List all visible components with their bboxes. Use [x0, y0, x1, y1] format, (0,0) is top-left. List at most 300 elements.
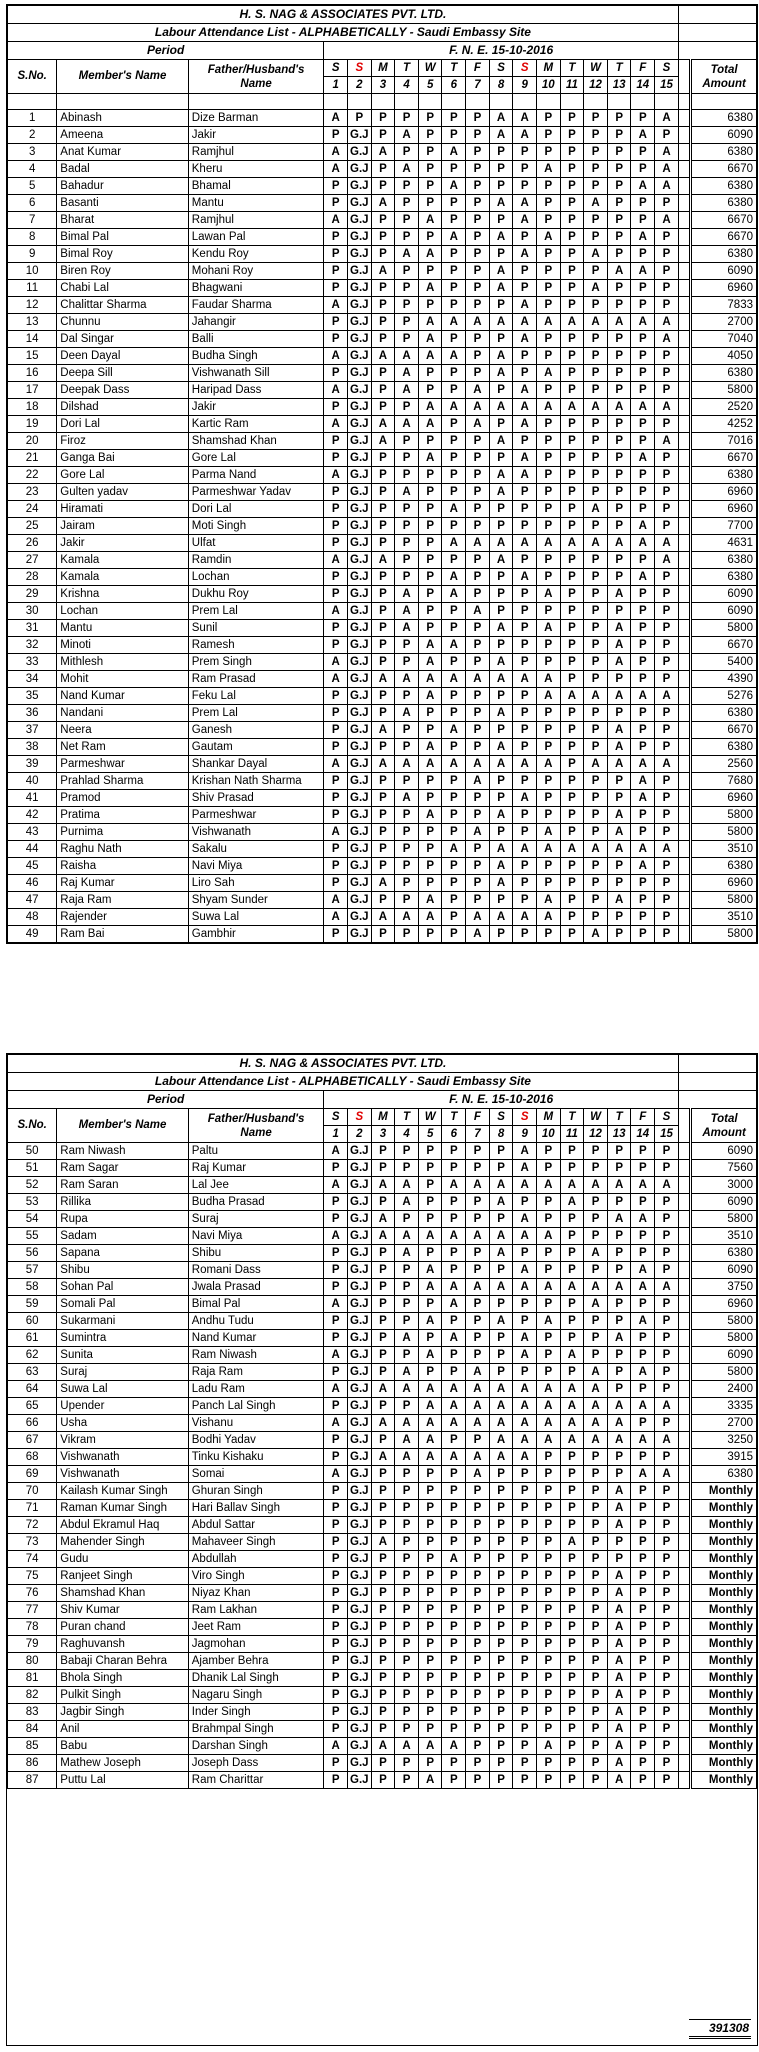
row-father-name: Shiv Prasad [188, 790, 324, 807]
row-attendance-mark: P [324, 331, 348, 348]
row-attendance-mark: A [607, 1330, 631, 1347]
row-member-name: Sumintra [57, 1330, 188, 1347]
row-total-amount: 5800 [691, 926, 757, 943]
row-member-name: Mathew Joseph [57, 1755, 188, 1772]
row-attendance-mark: P [442, 331, 466, 348]
row-sno: 74 [8, 1551, 57, 1568]
row-attendance-mark: A [442, 1551, 466, 1568]
row-sno: 33 [8, 654, 57, 671]
row-attendance-mark: P [442, 518, 466, 535]
row-attendance-mark: A [442, 1449, 466, 1466]
row-member-name: Bhola Singh [57, 1670, 188, 1687]
row-father-name: Vishwanath [188, 824, 324, 841]
row-father-name: Kheru [188, 161, 324, 178]
row-member-name: Raghu Nath [57, 841, 188, 858]
row-total-amount: 7833 [691, 297, 757, 314]
row-attendance-mark: P [536, 705, 560, 722]
row-attendance-mark: P [584, 433, 608, 450]
row-attendance-mark: P [560, 654, 584, 671]
row-total-amount: 6380 [691, 365, 757, 382]
row-attendance-mark: G.J [347, 1211, 371, 1228]
row-attendance-mark: P [655, 807, 679, 824]
row-attendance-mark: A [513, 1449, 537, 1466]
row-attendance-mark: P [466, 1704, 490, 1721]
row-attendance-mark: P [466, 637, 490, 654]
row-attendance-mark: P [466, 144, 490, 161]
row-attendance-mark: A [631, 263, 655, 280]
table-row [8, 688, 757, 705]
row-attendance-mark: P [418, 620, 442, 637]
row-gap [678, 1415, 690, 1432]
row-attendance-mark: A [584, 1245, 608, 1262]
row-attendance-mark: A [607, 1755, 631, 1772]
row-father-name: Vishanu [188, 1415, 324, 1432]
row-attendance-mark: P [418, 365, 442, 382]
row-attendance-mark: P [584, 875, 608, 892]
row-attendance-mark: P [395, 773, 419, 790]
table-row [8, 1755, 757, 1772]
row-attendance-mark: P [371, 212, 395, 229]
row-total-amount: 2560 [691, 756, 757, 773]
col-header-day-number: 8 [489, 77, 513, 94]
row-attendance-mark: P [631, 1415, 655, 1432]
row-attendance-mark: P [418, 1585, 442, 1602]
row-total-amount: 4390 [691, 671, 757, 688]
row-attendance-mark: P [418, 144, 442, 161]
row-total-amount: 5800 [691, 1313, 757, 1330]
col-header-day: S [489, 1109, 513, 1126]
row-attendance-mark: P [442, 807, 466, 824]
row-attendance-mark: P [395, 450, 419, 467]
row-attendance-mark: P [655, 1687, 679, 1704]
row-attendance-mark: A [418, 1772, 442, 1789]
row-total-amount: 6380 [691, 1466, 757, 1483]
row-attendance-mark: P [536, 127, 560, 144]
row-attendance-mark: P [442, 552, 466, 569]
attendance-table-page-1 [7, 5, 757, 943]
row-member-name: Shiv Kumar [57, 1602, 188, 1619]
row-total-amount: Monthly [691, 1500, 757, 1517]
row-attendance-mark: P [655, 1534, 679, 1551]
col-header-father: Father/Husband's Name [188, 1109, 324, 1143]
row-attendance-mark: P [442, 790, 466, 807]
row-attendance-mark: P [466, 1568, 490, 1585]
row-attendance-mark: A [655, 688, 679, 705]
row-attendance-mark: P [584, 1483, 608, 1500]
row-attendance-mark: P [560, 1619, 584, 1636]
row-attendance-mark: A [631, 1279, 655, 1296]
row-attendance-mark: P [584, 127, 608, 144]
row-member-name: Ram Bai [57, 926, 188, 943]
row-attendance-mark: A [395, 365, 419, 382]
row-attendance-mark: P [395, 314, 419, 331]
row-attendance-mark: P [513, 1602, 537, 1619]
row-attendance-mark: A [607, 1687, 631, 1704]
table-row [8, 705, 757, 722]
row-attendance-mark: P [489, 1143, 513, 1160]
row-attendance-mark: A [607, 620, 631, 637]
row-attendance-mark: P [536, 1636, 560, 1653]
row-attendance-mark: P [371, 161, 395, 178]
row-attendance-mark: P [584, 1653, 608, 1670]
row-total-amount: 5800 [691, 620, 757, 637]
row-attendance-mark: P [560, 1636, 584, 1653]
row-attendance-mark: P [607, 365, 631, 382]
row-attendance-mark: G.J [347, 365, 371, 382]
row-attendance-mark: P [631, 1670, 655, 1687]
row-attendance-mark: A [513, 399, 537, 416]
row-attendance-mark: A [324, 824, 348, 841]
row-father-name: Sunil [188, 620, 324, 637]
row-sno: 45 [8, 858, 57, 875]
row-attendance-mark: G.J [347, 297, 371, 314]
row-attendance-mark: P [489, 790, 513, 807]
row-member-name: Ranjeet Singh [57, 1568, 188, 1585]
row-attendance-mark: A [607, 1636, 631, 1653]
row-attendance-mark: P [607, 280, 631, 297]
row-attendance-mark: P [631, 365, 655, 382]
row-attendance-mark: P [584, 773, 608, 790]
title-spacer [678, 6, 756, 24]
blank-cell [607, 94, 631, 110]
row-total-amount: 6380 [691, 144, 757, 161]
row-attendance-mark: A [395, 1432, 419, 1449]
row-member-name: Mantu [57, 620, 188, 637]
row-attendance-mark: A [513, 331, 537, 348]
row-member-name: Jagbir Singh [57, 1704, 188, 1721]
row-member-name: Nandani [57, 705, 188, 722]
row-attendance-mark: P [395, 1772, 419, 1789]
row-attendance-mark: P [489, 144, 513, 161]
row-attendance-mark: P [489, 1721, 513, 1738]
table-row [8, 450, 757, 467]
row-gap [678, 1160, 690, 1177]
row-attendance-mark: A [584, 1364, 608, 1381]
row-attendance-mark: A [395, 756, 419, 773]
row-attendance-mark: A [324, 1296, 348, 1313]
table-row [8, 178, 757, 195]
row-attendance-mark: A [607, 654, 631, 671]
row-attendance-mark: P [466, 212, 490, 229]
table-row [8, 1653, 757, 1670]
row-attendance-mark: P [560, 450, 584, 467]
row-attendance-mark: P [466, 705, 490, 722]
row-attendance-mark: P [655, 1500, 679, 1517]
col-header-day: S [324, 1109, 348, 1126]
row-attendance-mark: P [418, 790, 442, 807]
row-attendance-mark: A [560, 399, 584, 416]
row-attendance-mark: P [442, 484, 466, 501]
row-attendance-mark: P [418, 1704, 442, 1721]
row-total-amount: 7040 [691, 331, 757, 348]
row-father-name: Mohani Roy [188, 263, 324, 280]
row-attendance-mark: P [536, 450, 560, 467]
row-sno: 72 [8, 1517, 57, 1534]
row-attendance-mark: P [395, 1517, 419, 1534]
row-attendance-mark: P [324, 926, 348, 943]
row-attendance-mark: G.J [347, 1415, 371, 1432]
row-attendance-mark: P [395, 178, 419, 195]
row-attendance-mark: P [536, 1551, 560, 1568]
row-attendance-mark: P [371, 280, 395, 297]
row-gap [678, 1619, 690, 1636]
row-attendance-mark: A [489, 552, 513, 569]
row-attendance-mark: A [536, 1415, 560, 1432]
row-attendance-mark: A [442, 756, 466, 773]
row-member-name: Gudu [57, 1551, 188, 1568]
row-attendance-mark: P [489, 773, 513, 790]
row-father-name: Dori Lal [188, 501, 324, 518]
row-attendance-mark: A [513, 841, 537, 858]
row-sno: 30 [8, 603, 57, 620]
row-attendance-mark: P [607, 1534, 631, 1551]
row-attendance-mark: P [371, 1364, 395, 1381]
row-attendance-mark: P [607, 1228, 631, 1245]
row-attendance-mark: P [324, 1449, 348, 1466]
row-member-name: Dilshad [57, 399, 188, 416]
row-attendance-mark: P [536, 1364, 560, 1381]
row-attendance-mark: A [466, 1449, 490, 1466]
row-attendance-mark: P [489, 1296, 513, 1313]
row-attendance-mark: A [371, 1415, 395, 1432]
row-attendance-mark: P [442, 1160, 466, 1177]
row-sno: 19 [8, 416, 57, 433]
row-attendance-mark: P [631, 1500, 655, 1517]
col-header-day-number: 13 [607, 1126, 631, 1143]
row-attendance-mark: A [536, 841, 560, 858]
row-attendance-mark: A [489, 671, 513, 688]
row-attendance-mark: P [560, 1296, 584, 1313]
table-row [8, 1449, 757, 1466]
row-gap [678, 1738, 690, 1755]
row-father-name: Jeet Ram [188, 1619, 324, 1636]
row-attendance-mark: G.J [347, 569, 371, 586]
row-gap [678, 280, 690, 297]
row-attendance-mark: P [371, 1721, 395, 1738]
row-member-name: Deepak Dass [57, 382, 188, 399]
row-attendance-mark: P [489, 246, 513, 263]
row-attendance-mark: P [631, 110, 655, 127]
table-row [8, 1313, 757, 1330]
row-father-name: Dukhu Roy [188, 586, 324, 603]
row-attendance-mark: P [655, 1653, 679, 1670]
row-father-name: Abdullah [188, 1551, 324, 1568]
row-attendance-mark: P [442, 1534, 466, 1551]
row-attendance-mark: G.J [347, 603, 371, 620]
row-attendance-mark: P [418, 484, 442, 501]
row-attendance-mark: P [395, 1160, 419, 1177]
row-attendance-mark: A [513, 1330, 537, 1347]
row-attendance-mark: P [607, 161, 631, 178]
row-attendance-mark: P [371, 569, 395, 586]
row-attendance-mark: P [655, 790, 679, 807]
row-total-amount: Monthly [691, 1585, 757, 1602]
blank-cell [513, 94, 537, 110]
row-member-name: Rillika [57, 1194, 188, 1211]
row-father-name: Budha Prasad [188, 1194, 324, 1211]
col-header-day: W [418, 60, 442, 77]
row-attendance-mark: A [655, 399, 679, 416]
row-attendance-mark: P [607, 1262, 631, 1279]
row-attendance-mark: A [418, 756, 442, 773]
row-attendance-mark: P [371, 1772, 395, 1789]
row-gap [678, 688, 690, 705]
row-member-name: Sunita [57, 1347, 188, 1364]
row-attendance-mark: P [324, 1483, 348, 1500]
row-member-name: Prahlad Sharma [57, 773, 188, 790]
row-attendance-mark: P [560, 331, 584, 348]
row-attendance-mark: A [607, 1500, 631, 1517]
row-attendance-mark: P [513, 1517, 537, 1534]
row-sno: 49 [8, 926, 57, 943]
row-attendance-mark: G.J [347, 331, 371, 348]
row-member-name: Babu [57, 1738, 188, 1755]
row-attendance-mark: A [513, 1177, 537, 1194]
row-attendance-mark: G.J [347, 1381, 371, 1398]
row-member-name: Bimal Pal [57, 229, 188, 246]
row-total-amount: 6960 [691, 1296, 757, 1313]
row-attendance-mark: P [466, 1483, 490, 1500]
row-total-amount: 6380 [691, 467, 757, 484]
row-attendance-mark: P [560, 365, 584, 382]
row-member-name: Shibu [57, 1262, 188, 1279]
row-attendance-mark: G.J [347, 1432, 371, 1449]
row-total-amount: Monthly [691, 1704, 757, 1721]
row-attendance-mark: P [442, 824, 466, 841]
row-attendance-mark: A [513, 1228, 537, 1245]
row-father-name: Ghuran Singh [188, 1483, 324, 1500]
row-father-name: Faudar Sharma [188, 297, 324, 314]
row-total-amount: 6670 [691, 637, 757, 654]
row-attendance-mark: A [324, 348, 348, 365]
row-attendance-mark: A [536, 756, 560, 773]
col-header-father: Father/Husband's Name [188, 60, 324, 94]
row-attendance-mark: P [536, 1653, 560, 1670]
row-attendance-mark: G.J [347, 586, 371, 603]
row-father-name: Ramesh [188, 637, 324, 654]
row-attendance-mark: P [513, 858, 537, 875]
row-sno: 42 [8, 807, 57, 824]
row-attendance-mark: A [607, 1432, 631, 1449]
row-attendance-mark: P [395, 1653, 419, 1670]
table-row [8, 892, 757, 909]
row-attendance-mark: G.J [347, 1466, 371, 1483]
row-attendance-mark: P [442, 1245, 466, 1262]
row-member-name: Hiramati [57, 501, 188, 518]
row-attendance-mark: P [395, 841, 419, 858]
row-attendance-mark: A [631, 858, 655, 875]
row-attendance-mark: P [560, 892, 584, 909]
row-attendance-mark: P [324, 314, 348, 331]
row-attendance-mark: P [442, 161, 466, 178]
row-total-amount: 6380 [691, 858, 757, 875]
row-attendance-mark: P [560, 552, 584, 569]
table-row [8, 416, 757, 433]
row-attendance-mark: P [395, 1347, 419, 1364]
table-row [8, 1500, 757, 1517]
col-header-day-number: 15 [655, 1126, 679, 1143]
row-attendance-mark: P [466, 1245, 490, 1262]
row-attendance-mark: A [607, 314, 631, 331]
row-father-name: Prem Singh [188, 654, 324, 671]
row-attendance-mark: A [442, 637, 466, 654]
row-attendance-mark: A [607, 1704, 631, 1721]
row-attendance-mark: P [655, 348, 679, 365]
row-attendance-mark: P [418, 773, 442, 790]
row-attendance-mark: A [513, 1347, 537, 1364]
table-row [8, 280, 757, 297]
table-row [8, 824, 757, 841]
row-sno: 85 [8, 1738, 57, 1755]
row-member-name: Pratima [57, 807, 188, 824]
row-attendance-mark: P [466, 1619, 490, 1636]
row-attendance-mark: P [536, 926, 560, 943]
row-attendance-mark: P [655, 1568, 679, 1585]
row-attendance-mark: P [371, 1398, 395, 1415]
row-attendance-mark: A [536, 1398, 560, 1415]
row-gap [678, 1211, 690, 1228]
row-attendance-mark: P [489, 1483, 513, 1500]
period-label: Period [8, 42, 324, 60]
row-attendance-mark: P [560, 1143, 584, 1160]
row-attendance-mark: A [607, 1585, 631, 1602]
row-attendance-mark: P [631, 1738, 655, 1755]
col-header-day: F [466, 60, 490, 77]
row-attendance-mark: A [607, 1483, 631, 1500]
row-attendance-mark: P [418, 1160, 442, 1177]
row-attendance-mark: P [513, 484, 537, 501]
row-attendance-mark: A [466, 926, 490, 943]
row-attendance-mark: A [560, 1177, 584, 1194]
col-header-day-number: 15 [655, 77, 679, 94]
row-attendance-mark: A [418, 280, 442, 297]
row-attendance-mark: P [371, 297, 395, 314]
row-father-name: Liro Sah [188, 875, 324, 892]
row-father-name: Mahaveer Singh [188, 1534, 324, 1551]
row-member-name: Chabi Lal [57, 280, 188, 297]
col-header-day: S [347, 1109, 371, 1126]
row-attendance-mark: P [395, 552, 419, 569]
row-attendance-mark: P [655, 1551, 679, 1568]
row-attendance-mark: P [536, 1211, 560, 1228]
row-attendance-mark: P [584, 1721, 608, 1738]
row-gap [678, 1228, 690, 1245]
row-attendance-mark: A [655, 212, 679, 229]
row-attendance-mark: P [631, 1534, 655, 1551]
row-attendance-mark: P [584, 739, 608, 756]
row-member-name: Sapana [57, 1245, 188, 1262]
row-attendance-mark: P [466, 501, 490, 518]
row-attendance-mark: A [466, 1381, 490, 1398]
table-row [8, 127, 757, 144]
row-attendance-mark: A [513, 382, 537, 399]
row-attendance-mark: A [584, 535, 608, 552]
row-attendance-mark: P [584, 637, 608, 654]
table-row [8, 535, 757, 552]
row-attendance-mark: P [631, 603, 655, 620]
row-father-name: Gore Lal [188, 450, 324, 467]
table-row [8, 1381, 757, 1398]
row-attendance-mark: P [395, 467, 419, 484]
row-attendance-mark: P [371, 688, 395, 705]
row-attendance-mark: P [395, 433, 419, 450]
row-attendance-mark: G.J [347, 314, 371, 331]
table-row [8, 195, 757, 212]
row-gap [678, 1296, 690, 1313]
grand-total: 391308 [689, 2019, 751, 2039]
row-attendance-mark: P [560, 1245, 584, 1262]
row-attendance-mark: P [371, 1279, 395, 1296]
